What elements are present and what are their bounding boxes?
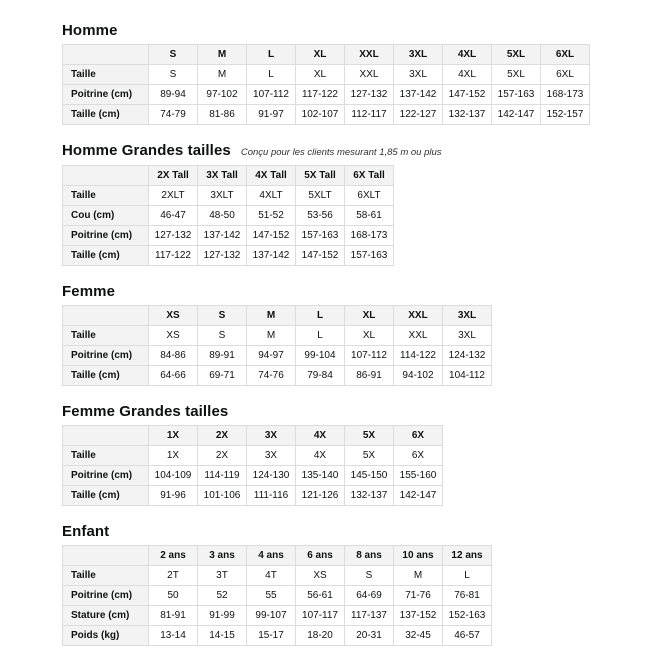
section-title: Homme Grandes tailles [62, 142, 231, 160]
table-row [63, 185, 394, 205]
data-cell: 137-142 [247, 245, 296, 265]
data-cell: 157-163 [345, 245, 394, 265]
column-header-row [63, 546, 492, 566]
data-cell: L [296, 325, 345, 345]
data-cell: 55 [247, 586, 296, 606]
data-cell: 18-20 [296, 626, 345, 646]
column-header-cell: 3 ans [198, 546, 247, 566]
data-cell: 76-81 [443, 586, 492, 606]
data-cell: 81-91 [149, 606, 198, 626]
section-note: Conçu pour les clients mesurant 1,85 m ou plus [240, 147, 442, 159]
data-cell: 121-126 [296, 486, 345, 506]
section-femme [62, 283, 650, 386]
corner-cell [63, 305, 149, 325]
table-row [63, 325, 492, 345]
row-label-cell: Taille [63, 65, 149, 85]
column-header-cell: 5XL [492, 45, 541, 65]
table-row [63, 245, 394, 265]
table-row [63, 365, 492, 385]
data-cell: 2T [149, 566, 198, 586]
column-header-cell: XXL [394, 305, 443, 325]
data-cell: 2XLT [149, 185, 198, 205]
column-header-cell: 4XL [443, 45, 492, 65]
data-cell: 14-15 [198, 626, 247, 646]
row-label-cell: Poitrine (cm) [63, 586, 149, 606]
table-row [63, 345, 492, 365]
data-cell: 46-57 [443, 626, 492, 646]
data-cell: 147-152 [443, 85, 492, 105]
section-title: Femme Grandes tailles [62, 402, 229, 420]
row-label-cell: Cou (cm) [63, 205, 149, 225]
column-header-cell: 5X Tall [296, 165, 345, 185]
data-cell: 3T [198, 566, 247, 586]
data-cell: 94-102 [394, 365, 443, 385]
data-cell: 5X [345, 446, 394, 466]
data-cell: 114-119 [198, 466, 247, 486]
data-cell: XL [296, 65, 345, 85]
data-cell: 114-122 [394, 345, 443, 365]
section-title: Homme [62, 22, 118, 39]
data-cell: 4XL [443, 65, 492, 85]
column-header-cell: XXL [345, 45, 394, 65]
data-cell: 3X [247, 446, 296, 466]
section-enfant [62, 523, 650, 646]
column-header-cell: 2X [198, 426, 247, 446]
data-cell: 127-132 [149, 225, 198, 245]
column-header-cell: M [198, 45, 247, 65]
corner-cell [63, 165, 149, 185]
data-cell: 5XLT [296, 185, 345, 205]
table-row [63, 586, 492, 606]
data-cell: 117-137 [345, 606, 394, 626]
data-cell: 81-86 [198, 105, 247, 125]
section-header [62, 22, 650, 39]
data-cell: 168-173 [345, 225, 394, 245]
corner-cell [63, 546, 149, 566]
data-cell: 107-112 [247, 85, 296, 105]
table-row [63, 486, 443, 506]
data-cell: 84-86 [149, 345, 198, 365]
column-header-cell: 6XL [541, 45, 590, 65]
section-header [62, 142, 650, 159]
column-header-cell: 5X [345, 426, 394, 446]
row-label-cell: Taille (cm) [63, 245, 149, 265]
data-cell: 122-127 [394, 105, 443, 125]
data-cell: 6X [394, 446, 443, 466]
data-cell: 137-152 [394, 606, 443, 626]
table-row [63, 626, 492, 646]
size-table-homme [62, 44, 590, 125]
column-header-cell: S [198, 305, 247, 325]
data-cell: 71-76 [394, 586, 443, 606]
section-homme [62, 22, 650, 125]
row-label-cell: Taille [63, 566, 149, 586]
data-cell: 104-109 [149, 466, 198, 486]
data-cell: 127-132 [345, 85, 394, 105]
table-row [63, 466, 443, 486]
column-header-cell: 3XL [394, 45, 443, 65]
data-cell: 117-122 [296, 85, 345, 105]
data-cell: 107-117 [296, 606, 345, 626]
data-cell: 127-132 [198, 245, 247, 265]
data-cell: 142-147 [492, 105, 541, 125]
data-cell: 79-84 [296, 365, 345, 385]
data-cell: XXL [394, 325, 443, 345]
data-cell: 53-56 [296, 205, 345, 225]
data-cell: 107-112 [345, 345, 394, 365]
column-header-cell: 6X Tall [345, 165, 394, 185]
column-header-row [63, 426, 443, 446]
data-cell: M [394, 566, 443, 586]
data-cell: 89-91 [198, 345, 247, 365]
section-header [62, 523, 650, 540]
column-header-cell: 6 ans [296, 546, 345, 566]
column-header-cell: 6X [394, 426, 443, 446]
data-cell: XL [345, 325, 394, 345]
data-cell: 99-107 [247, 606, 296, 626]
data-cell: 132-137 [345, 486, 394, 506]
data-cell: 69-71 [198, 365, 247, 385]
row-label-cell: Taille (cm) [63, 365, 149, 385]
section-title: Enfant [62, 523, 110, 540]
row-label-cell: Taille [63, 325, 149, 345]
data-cell: 51-52 [247, 205, 296, 225]
column-header-cell: 2 ans [149, 546, 198, 566]
table-row [63, 446, 443, 466]
size-table-femme [62, 305, 492, 386]
column-header-cell: XL [296, 45, 345, 65]
column-header-cell: M [247, 305, 296, 325]
column-header-cell: 4X Tall [247, 165, 296, 185]
column-header-cell: XS [149, 305, 198, 325]
column-header-cell: 3X [247, 426, 296, 446]
data-cell: 52 [198, 586, 247, 606]
data-cell: 97-102 [198, 85, 247, 105]
data-cell: S [198, 325, 247, 345]
data-cell: 94-97 [247, 345, 296, 365]
column-header-cell: 4X [296, 426, 345, 446]
data-cell: 48-50 [198, 205, 247, 225]
data-cell: 32-45 [394, 626, 443, 646]
row-label-cell: Taille (cm) [63, 105, 149, 125]
data-cell: 168-173 [541, 85, 590, 105]
data-cell: 6XL [541, 65, 590, 85]
data-cell: 147-152 [247, 225, 296, 245]
data-cell: S [345, 566, 394, 586]
column-header-cell: 10 ans [394, 546, 443, 566]
data-cell: 155-160 [394, 466, 443, 486]
section-homme-grandes-tailles [62, 142, 650, 265]
data-cell: 15-17 [247, 626, 296, 646]
table-row [63, 606, 492, 626]
data-cell: 157-163 [492, 85, 541, 105]
column-header-row [63, 165, 394, 185]
table-row [63, 105, 590, 125]
section-header [62, 283, 650, 300]
data-cell: 2X [198, 446, 247, 466]
column-header-cell: L [296, 305, 345, 325]
column-header-cell: 2X Tall [149, 165, 198, 185]
data-cell: 74-79 [149, 105, 198, 125]
data-cell: M [247, 325, 296, 345]
data-cell: 145-150 [345, 466, 394, 486]
corner-cell [63, 45, 149, 65]
data-cell: 111-116 [247, 486, 296, 506]
data-cell: 101-106 [198, 486, 247, 506]
data-cell: 91-96 [149, 486, 198, 506]
column-header-cell: 3X Tall [198, 165, 247, 185]
data-cell: 147-152 [296, 245, 345, 265]
data-cell: L [443, 566, 492, 586]
data-cell: 91-99 [198, 606, 247, 626]
data-cell: M [198, 65, 247, 85]
data-cell: 5XL [492, 65, 541, 85]
section-title: Femme [62, 282, 116, 300]
column-header-cell: L [247, 45, 296, 65]
data-cell: 58-61 [345, 205, 394, 225]
data-cell: 137-142 [198, 225, 247, 245]
size-table-homme-grandes-tailles [62, 165, 394, 266]
data-cell: 99-104 [296, 345, 345, 365]
data-cell: 4X [296, 446, 345, 466]
data-cell: 157-163 [296, 225, 345, 245]
column-header-cell: XL [345, 305, 394, 325]
data-cell: 132-137 [443, 105, 492, 125]
data-cell: 142-147 [394, 486, 443, 506]
data-cell: 102-107 [296, 105, 345, 125]
data-cell: 112-117 [345, 105, 394, 125]
corner-cell [63, 426, 149, 446]
data-cell: 3XL [394, 65, 443, 85]
column-header-cell: 1X [149, 426, 198, 446]
data-cell: 91-97 [247, 105, 296, 125]
row-label-cell: Taille [63, 446, 149, 466]
data-cell: 64-66 [149, 365, 198, 385]
row-label-cell: Poitrine (cm) [63, 85, 149, 105]
data-cell: 4XLT [247, 185, 296, 205]
table-row [63, 65, 590, 85]
table-row [63, 225, 394, 245]
row-label-cell: Poitrine (cm) [63, 345, 149, 365]
row-label-cell: Poitrine (cm) [63, 225, 149, 245]
table-row [63, 566, 492, 586]
data-cell: 137-142 [394, 85, 443, 105]
row-label-cell: Poids (kg) [63, 626, 149, 646]
column-header-cell: 12 ans [443, 546, 492, 566]
data-cell: 152-157 [541, 105, 590, 125]
data-cell: 117-122 [149, 245, 198, 265]
data-cell: 104-112 [443, 365, 492, 385]
size-table-enfant [62, 545, 492, 646]
data-cell: 13-14 [149, 626, 198, 646]
size-table-femme-grandes-tailles [62, 425, 443, 506]
data-cell: 20-31 [345, 626, 394, 646]
row-label-cell: Stature (cm) [63, 606, 149, 626]
row-label-cell: Taille [63, 185, 149, 205]
column-header-cell: 8 ans [345, 546, 394, 566]
row-label-cell: Poitrine (cm) [63, 466, 149, 486]
data-cell: 124-132 [443, 345, 492, 365]
table-row [63, 85, 590, 105]
data-cell: XS [149, 325, 198, 345]
section-header [62, 403, 650, 420]
data-cell: 74-76 [247, 365, 296, 385]
data-cell: 64-69 [345, 586, 394, 606]
data-cell: 1X [149, 446, 198, 466]
table-row [63, 205, 394, 225]
data-cell: 135-140 [296, 466, 345, 486]
data-cell: 3XLT [198, 185, 247, 205]
section-femme-grandes-tailles [62, 403, 650, 506]
column-header-row [63, 305, 492, 325]
column-header-cell: S [149, 45, 198, 65]
column-header-cell: 3XL [443, 305, 492, 325]
data-cell: 46-47 [149, 205, 198, 225]
data-cell: XS [296, 566, 345, 586]
data-cell: XXL [345, 65, 394, 85]
data-cell: 50 [149, 586, 198, 606]
data-cell: 152-163 [443, 606, 492, 626]
data-cell: 86-91 [345, 365, 394, 385]
data-cell: 89-94 [149, 85, 198, 105]
data-cell: 56-61 [296, 586, 345, 606]
data-cell: S [149, 65, 198, 85]
data-cell: 124-130 [247, 466, 296, 486]
data-cell: 6XLT [345, 185, 394, 205]
row-label-cell: Taille (cm) [63, 486, 149, 506]
column-header-cell: 4 ans [247, 546, 296, 566]
data-cell: 4T [247, 566, 296, 586]
column-header-row [63, 45, 590, 65]
data-cell: L [247, 65, 296, 85]
data-cell: 3XL [443, 325, 492, 345]
